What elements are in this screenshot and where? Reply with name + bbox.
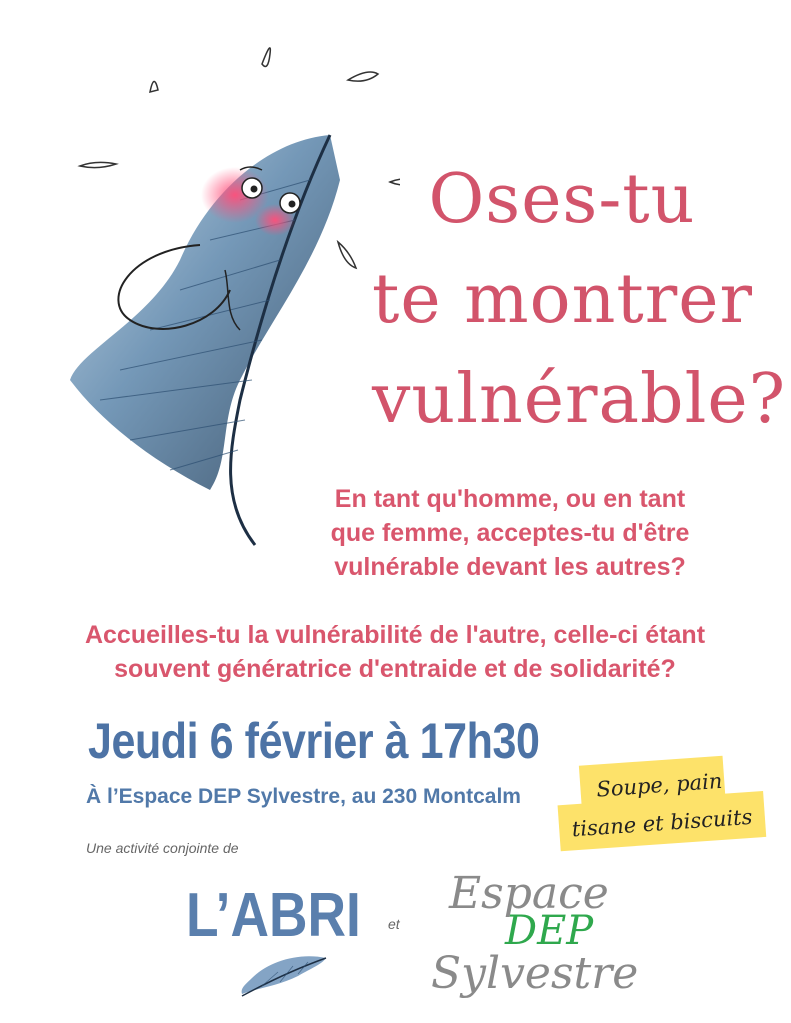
conjunction-et: et	[388, 916, 400, 932]
page-title	[372, 150, 787, 450]
food-note-line-2: tisane et biscuits	[571, 804, 754, 842]
joint-activity-label: Une activité conjointe de	[86, 840, 239, 856]
question2-line-1: Accueilles-tu la vulnérabilité de l'autre, celle-ci étant	[84, 621, 706, 649]
question2-line-2: souvent génératrice d'entraide et de solidarité?	[114, 655, 676, 683]
title-line-2: te montrer	[372, 260, 753, 339]
logo-word-dep: DEP	[505, 908, 594, 954]
title-line-1: Oses-tu	[428, 160, 696, 239]
abri-logo-text: L’ABRI	[186, 881, 361, 950]
event-date: Jeudi 6 février à 17h30	[88, 713, 540, 769]
food-note-text	[555, 759, 766, 849]
espace-dep-sylvestre-logo	[425, 868, 639, 999]
event-place: À l’Espace DEP Sylvestre, au 230 Montcalm	[86, 785, 521, 808]
question1-line-2: que femme, acceptes-tu d'être	[330, 519, 690, 547]
question-welcome-vulnerability	[20, 618, 770, 686]
logo-word-espace: Espace	[449, 868, 609, 919]
shy-feather-illustration	[40, 20, 400, 560]
food-note	[555, 753, 771, 863]
food-note-line-1: Soupe, pain	[595, 768, 724, 802]
question1-line-3: vulnérable devant les autres?	[334, 553, 686, 581]
question-gender-vulnerability	[300, 482, 720, 584]
feather-icon	[238, 948, 330, 1000]
logo-word-sylvestre: Sylvestre	[431, 948, 639, 999]
question1-line-1: En tant qu'homme, ou en tant	[334, 485, 686, 513]
title-line-3: vulnérable?	[372, 360, 787, 439]
